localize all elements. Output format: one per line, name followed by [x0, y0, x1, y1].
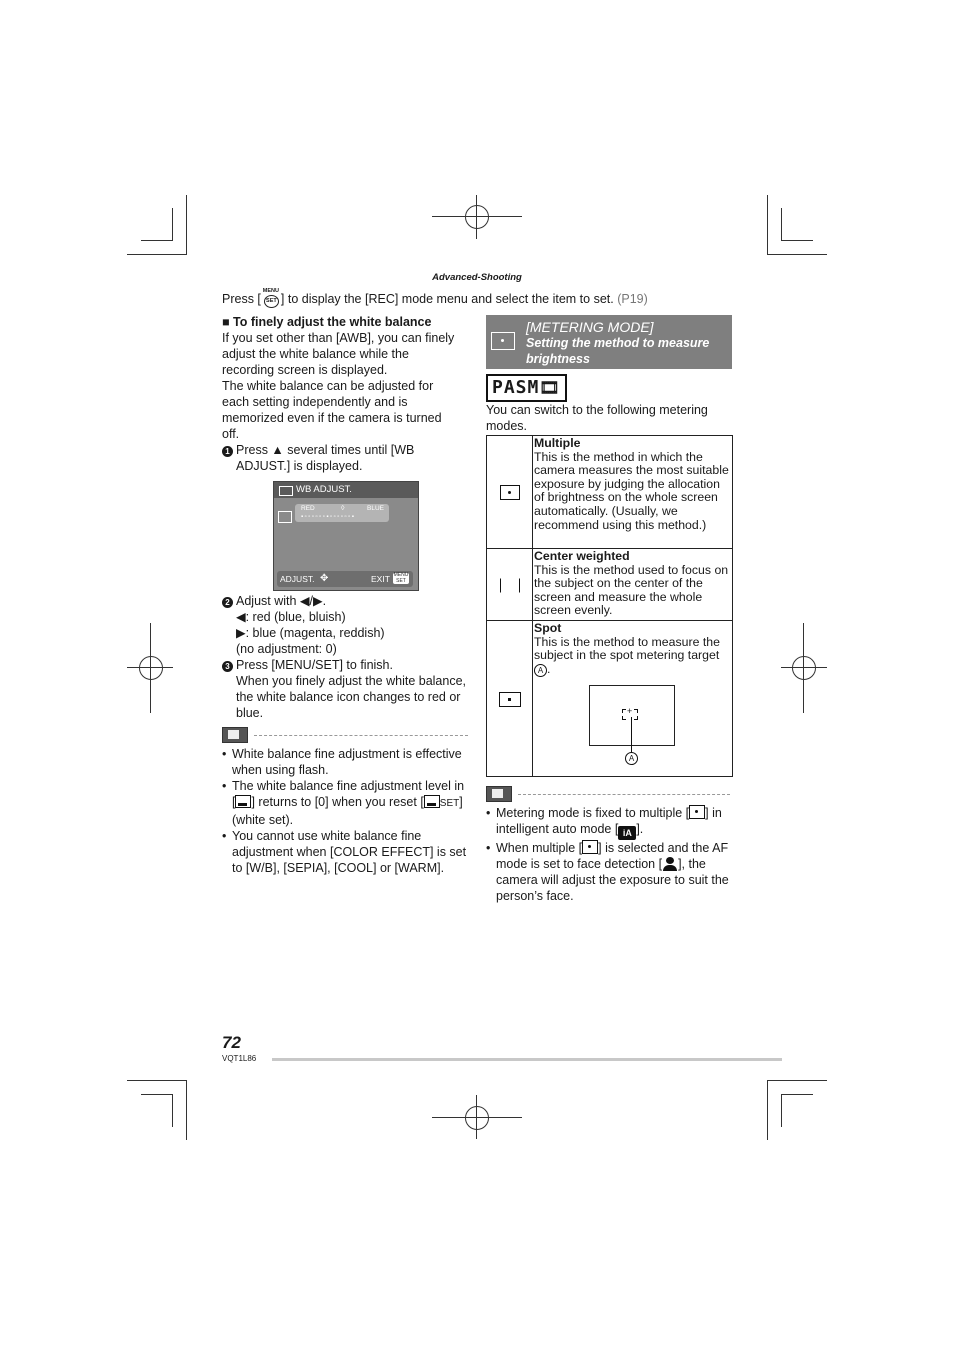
- white-set-icon-2: [424, 795, 440, 808]
- crop-mark-tl-v2: [172, 208, 173, 241]
- crop-mark-tl-h2: [141, 240, 173, 241]
- metering-intro: You can switch to the following metering modes.: [486, 403, 708, 433]
- wb-para2: The white balance can be adjusted for each setting independently and is memorized even if the camera is turned off.: [222, 379, 442, 441]
- crop-mark-br-v2: [781, 1094, 782, 1127]
- crop-mark-br-h2: [781, 1094, 813, 1095]
- metering-center-weighted-icon: [500, 578, 520, 593]
- slider-red-label: RED: [301, 505, 315, 512]
- step-3-line2: When you finely adjust the white balance, the white balance icon changes to red or blue.: [236, 674, 466, 720]
- spot-metering-diagram: [589, 685, 675, 763]
- note-dashes: [518, 794, 730, 795]
- registration-mark-top-circle: [465, 205, 489, 229]
- wb-para1: If you set other than [AWB], you can finely adjust the white balance while the recording screen is displayed.: [222, 331, 455, 377]
- intelligent-auto-icon: iA: [618, 826, 636, 840]
- left-steps: [222, 593, 472, 721]
- crop-mark-br-h: [767, 1080, 827, 1081]
- step-1: [222, 442, 451, 474]
- wb-heading: ■ To finely adjust the white balance: [222, 315, 432, 329]
- crop-mark-tr-h: [767, 254, 827, 255]
- crop-mark-tr-v: [767, 195, 768, 255]
- row-title: Spot: [534, 621, 562, 635]
- crop-mark-tr-v2: [781, 208, 782, 241]
- metering-modes-table: [486, 435, 733, 777]
- metering-multiple-icon: [689, 805, 705, 819]
- modes-text: PASM: [492, 377, 540, 398]
- table-row: [487, 621, 733, 777]
- section-header: Advanced-Shooting: [432, 272, 522, 283]
- left-note-divider: [222, 727, 468, 743]
- metering-spot-icon: [499, 692, 521, 707]
- banner-subtitle: Setting the method to measure brightness: [526, 336, 710, 366]
- crop-mark-tr-h2: [781, 240, 813, 241]
- crop-mark-bl-v: [186, 1080, 187, 1140]
- page-number: 72: [222, 1033, 241, 1052]
- table-row: [487, 549, 733, 621]
- model-code: VQT1L86: [222, 1054, 257, 1063]
- crop-mark-bl-v2: [172, 1094, 173, 1127]
- screen-bottom-bar: [277, 571, 413, 587]
- right-note-2: • When multiple [ ] is selected and the AF mode is set to face detection [ ], the camera will adjust the exposure to suit the person’s face.: [486, 841, 729, 903]
- step-2-line4: (no adjustment: 0): [236, 642, 337, 656]
- adjust-label: ADJUST.: [280, 574, 315, 584]
- slider-center-icon: ◊: [341, 505, 345, 512]
- cross-key-icon: ✥: [320, 573, 329, 584]
- step-3-number: 3: [222, 661, 233, 672]
- row-title: Multiple: [534, 436, 581, 450]
- crop-mark-bl-h: [127, 1080, 187, 1081]
- registration-mark-left-circle: [139, 656, 163, 680]
- right-note-divider: [486, 786, 730, 802]
- note-icon: [222, 727, 248, 743]
- registration-mark-right-circle: [792, 656, 816, 680]
- left-note-2: • The white balance fine adjustment level in [ ] returns to [0] when you reset [ SET] (white set).: [222, 779, 465, 827]
- step-3-line1: Press [MENU/SET] to finish.: [236, 658, 393, 672]
- registration-mark-bottom-circle: [465, 1106, 489, 1130]
- row-text: This is the method in which the camera measures the most suitable exposure by judging the allocation of brightness on the whole screen automatically. (Usually, we recommend using this method.): [534, 449, 729, 532]
- right-note-1: • Metering mode is fixed to multiple [ ] in intelligent auto mode [ iA ].: [486, 806, 722, 838]
- metering-mode-banner: [486, 315, 732, 369]
- wb-adjust-slider[interactable]: [295, 504, 389, 522]
- metering-multiple-icon: [491, 332, 515, 350]
- step-2-line3: ▶: blue (magenta, reddish): [236, 626, 385, 640]
- row-text: This is the method used to focus on the subject on the center of the screen and measure the whole screen evenly.: [534, 562, 729, 618]
- step-3: [222, 657, 472, 721]
- step-2-number: 2: [222, 597, 233, 608]
- face-detection-icon: [662, 857, 678, 871]
- spot-target-icon: +: [622, 709, 638, 720]
- intro-before: Press [: [222, 292, 261, 306]
- intro-after: ] to display the [REC] mode menu and select the item to set.: [280, 292, 614, 306]
- crop-mark-tl-v: [186, 195, 187, 255]
- banner-title: [METERING MODE]: [526, 319, 654, 335]
- row-text: This is the method to measure the subject in the spot metering target A .: [534, 634, 720, 676]
- screen-title: WB ADJUST.: [296, 484, 352, 495]
- left-note-1: • White balance fine adjustment is effective when using flash.: [222, 747, 462, 777]
- marker-a-label: A: [625, 752, 638, 765]
- slider-blue-label: BLUE: [367, 505, 384, 512]
- intro-line: [222, 290, 648, 308]
- exit-label: EXIT: [371, 574, 390, 584]
- screen-title-bar: [274, 482, 418, 498]
- slider-scale: ▪▫▫▫▫▫▫▪▫▫▫▫▫▫▪: [301, 514, 356, 520]
- metering-multiple-icon: [582, 840, 598, 854]
- step-1-number: 1: [222, 446, 233, 457]
- metering-multiple-icon: [500, 485, 520, 500]
- right-notes: [486, 805, 733, 904]
- left-column: [222, 314, 472, 474]
- white-set-icon: [235, 795, 251, 808]
- note-icon: [486, 786, 512, 802]
- left-note-3: • You cannot use white balance fine adjustment when [COLOR EFFECT] is set to [W/B], [SEPIA], [COOL] or [WARM].: [222, 829, 467, 875]
- crop-mark-tl-h: [127, 254, 187, 255]
- step-2-line1: Adjust with ◀/▶.: [236, 594, 327, 608]
- recording-modes-badge: [486, 374, 567, 402]
- white-balance-icon: [278, 511, 292, 523]
- motion-picture-icon: 🎞: [539, 378, 561, 397]
- spot-pointer-line: [631, 717, 632, 753]
- step-2: [222, 593, 472, 657]
- step-2-line2: ◀: red (blue, bluish): [236, 610, 346, 624]
- footer-rule: [272, 1058, 782, 1061]
- crop-mark-bl-h2: [141, 1094, 173, 1095]
- row-title: Center weighted: [534, 549, 630, 563]
- page-reference-link[interactable]: (P19): [617, 292, 648, 306]
- wb-adjust-screen: [273, 481, 419, 591]
- table-row: [487, 436, 733, 549]
- left-notes: [222, 746, 470, 876]
- marker-a-icon: A: [534, 664, 547, 677]
- note-dashes: [254, 735, 468, 736]
- crop-mark-br-v: [767, 1080, 768, 1140]
- step-1-text: Press ▲ several times until [WB ADJUST.] is displayed.: [236, 443, 415, 473]
- menu-set-button-icon: MENU SET: [393, 572, 409, 584]
- menu-set-icon: MENU SET: [262, 290, 280, 308]
- rec-menu-icon: [279, 486, 293, 496]
